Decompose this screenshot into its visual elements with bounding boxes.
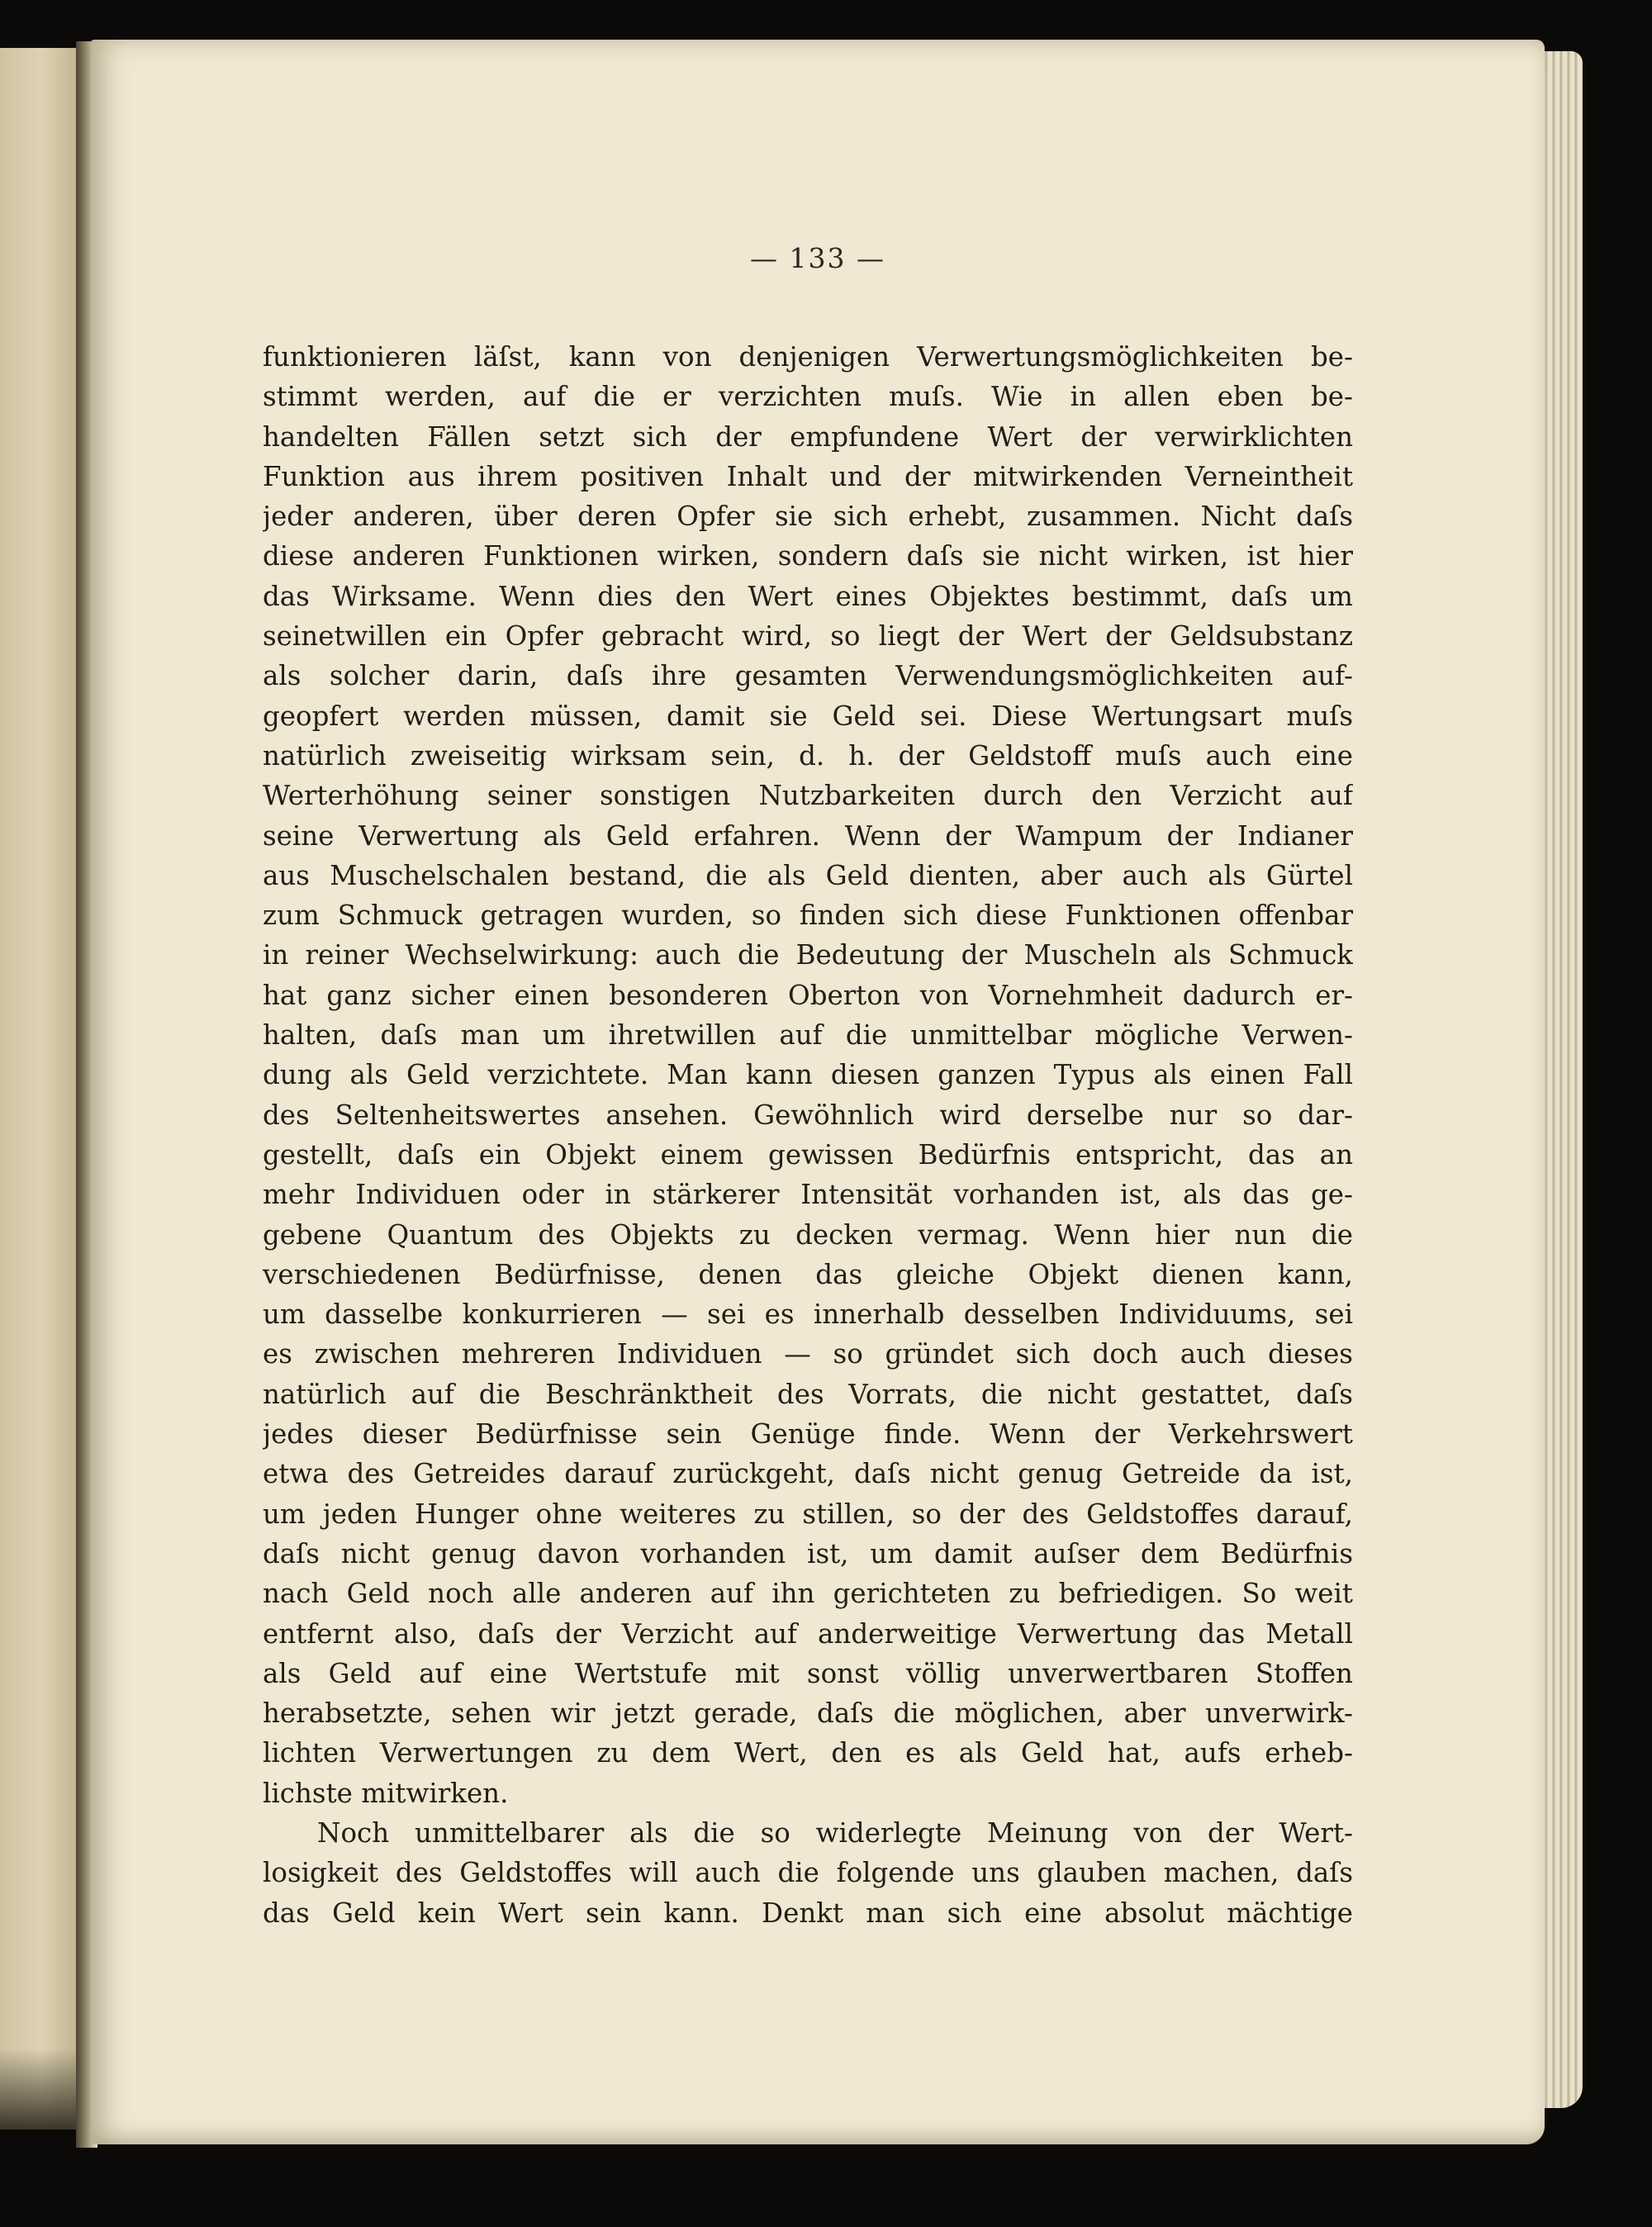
- text-line: herabsetzte, sehen wir jetzt gerade, daſs die möglichen, aber unverwirk-: [263, 1698, 1353, 1730]
- facing-page-edge: [0, 48, 78, 2130]
- text-line: geopfert werden müssen, damit sie Geld sei. Diese Wertungsart muſs: [263, 700, 1353, 732]
- text-line: jeder anderen, über deren Opfer sie sich erhebt, zusammen. Nicht daſs: [263, 501, 1353, 533]
- text-line: seine Verwertung als Geld erfahren. Wenn der Wampum der Indianer: [263, 819, 1353, 852]
- text-line: als solcher darin, daſs ihre gesamten Verwendungsmöglichkeiten auf-: [263, 660, 1353, 692]
- paragraph-1: [263, 337, 1353, 1813]
- text-line: zum Schmuck getragen wurden, so finden sich diese Funktionen offenbar: [263, 900, 1353, 932]
- text-line: stimmt werden, auf die er verzichten muſs. Wie in allen eben be-: [263, 381, 1353, 413]
- text-line: lichten Verwertungen zu dem Wert, den es als Geld hat, aufs erheb-: [263, 1737, 1353, 1769]
- text-line: daſs nicht genug davon vorhanden ist, um damit auſser dem Bedürfnis: [263, 1537, 1353, 1569]
- text-line: Noch unmittelbarer als die so widerlegte Meinung von der Wert-: [317, 1816, 1353, 1849]
- text-line: verschiedenen Bedürfnisse, denen das gleiche Objekt dienen kann,: [263, 1258, 1353, 1290]
- text-line: natürlich auf die Beschränktheit des Vorrats, die nicht gestattet, daſs: [263, 1378, 1353, 1410]
- text-line: das Geld kein Wert sein kann. Denkt man sich eine absolut mächtige: [263, 1897, 1353, 1929]
- facing-page-shadow: [0, 2049, 76, 2130]
- text-line: halten, daſs man um ihretwillen auf die unmittelbar mögliche Verwen-: [263, 1019, 1353, 1052]
- text-line: Werterhöhung seiner sonstigen Nutzbarkeiten durch den Verzicht auf: [263, 780, 1353, 812]
- paragraph-2: [263, 1813, 1353, 1933]
- book-page: [91, 40, 1545, 2144]
- text-line: handelten Fällen setzt sich der empfundene Wert der verwirklichten: [263, 420, 1353, 453]
- text-line: losigkeit des Geldstoffes will auch die folgende uns glauben machen, daſs: [263, 1857, 1353, 1889]
- body-text: [263, 337, 1353, 1933]
- text-line: um dasselbe konkurrieren — sei es innerhalb desselben Individuums, sei: [263, 1299, 1353, 1331]
- text-line: entfernt also, daſs der Verzicht auf anderweitige Verwertung das Metall: [263, 1617, 1353, 1650]
- text-line: Funktion aus ihrem positiven Inhalt und der mitwirkenden Verneintheit: [263, 460, 1353, 492]
- text-line: seinetwillen ein Opfer gebracht wird, so liegt der Wert der Geldsubstanz: [263, 620, 1353, 653]
- text-line: diese anderen Funktionen wirken, sondern daſs sie nicht wirken, ist hier: [263, 540, 1353, 572]
- text-line: dung als Geld verzichtete. Man kann diesen ganzen Typus als einen Fall: [263, 1059, 1353, 1091]
- text-line: funktionieren läſst, kann von denjenigen Verwertungsmöglichkeiten be-: [263, 341, 1353, 373]
- text-line: hat ganz sicher einen besonderen Oberton von Vornehmheit dadurch er-: [263, 979, 1353, 1011]
- page-number: — 133 —: [750, 242, 885, 274]
- text-line: nach Geld noch alle anderen auf ihn gerichteten zu befriedigen. So weit: [263, 1578, 1353, 1610]
- text-line: lichste mitwirken.: [263, 1777, 509, 1809]
- text-line: in reiner Wechselwirkung: auch die Bedeutung der Muscheln als Schmuck: [263, 939, 1353, 971]
- text-line: etwa des Getreides darauf zurückgeht, daſs nicht genug Getreide da ist,: [263, 1458, 1353, 1490]
- text-line: gebene Quantum des Objekts zu decken vermag. Wenn hier nun die: [263, 1218, 1353, 1251]
- text-line: gestellt, daſs ein Objekt einem gewissen Bedürfnis entspricht, das an: [263, 1138, 1353, 1170]
- text-line: jedes dieser Bedürfnisse sein Genüge finde. Wenn der Verkehrswert: [263, 1418, 1353, 1451]
- text-line: um jeden Hunger ohne weiteres zu stillen, so der des Geldstoffes darauf,: [263, 1498, 1353, 1530]
- text-line: aus Muschelschalen bestand, die als Geld dienten, aber auch als Gürtel: [263, 859, 1353, 891]
- text-line: des Seltenheitswertes ansehen. Gewöhnlich wird derselbe nur so dar-: [263, 1099, 1353, 1131]
- text-line: es zwischen mehreren Individuen — so gründet sich doch auch dieses: [263, 1338, 1353, 1370]
- text-line: als Geld auf eine Wertstufe mit sonst völlig unverwertbaren Stoffen: [263, 1657, 1353, 1689]
- text-line: das Wirksame. Wenn dies den Wert eines Objektes bestimmt, daſs um: [263, 580, 1353, 612]
- text-line: mehr Individuen oder in stärkerer Intensität vorhanden ist, als das ge-: [263, 1179, 1353, 1211]
- text-line: natürlich zweiseitig wirksam sein, d. h. der Geldstoff muſs auch eine: [263, 739, 1353, 772]
